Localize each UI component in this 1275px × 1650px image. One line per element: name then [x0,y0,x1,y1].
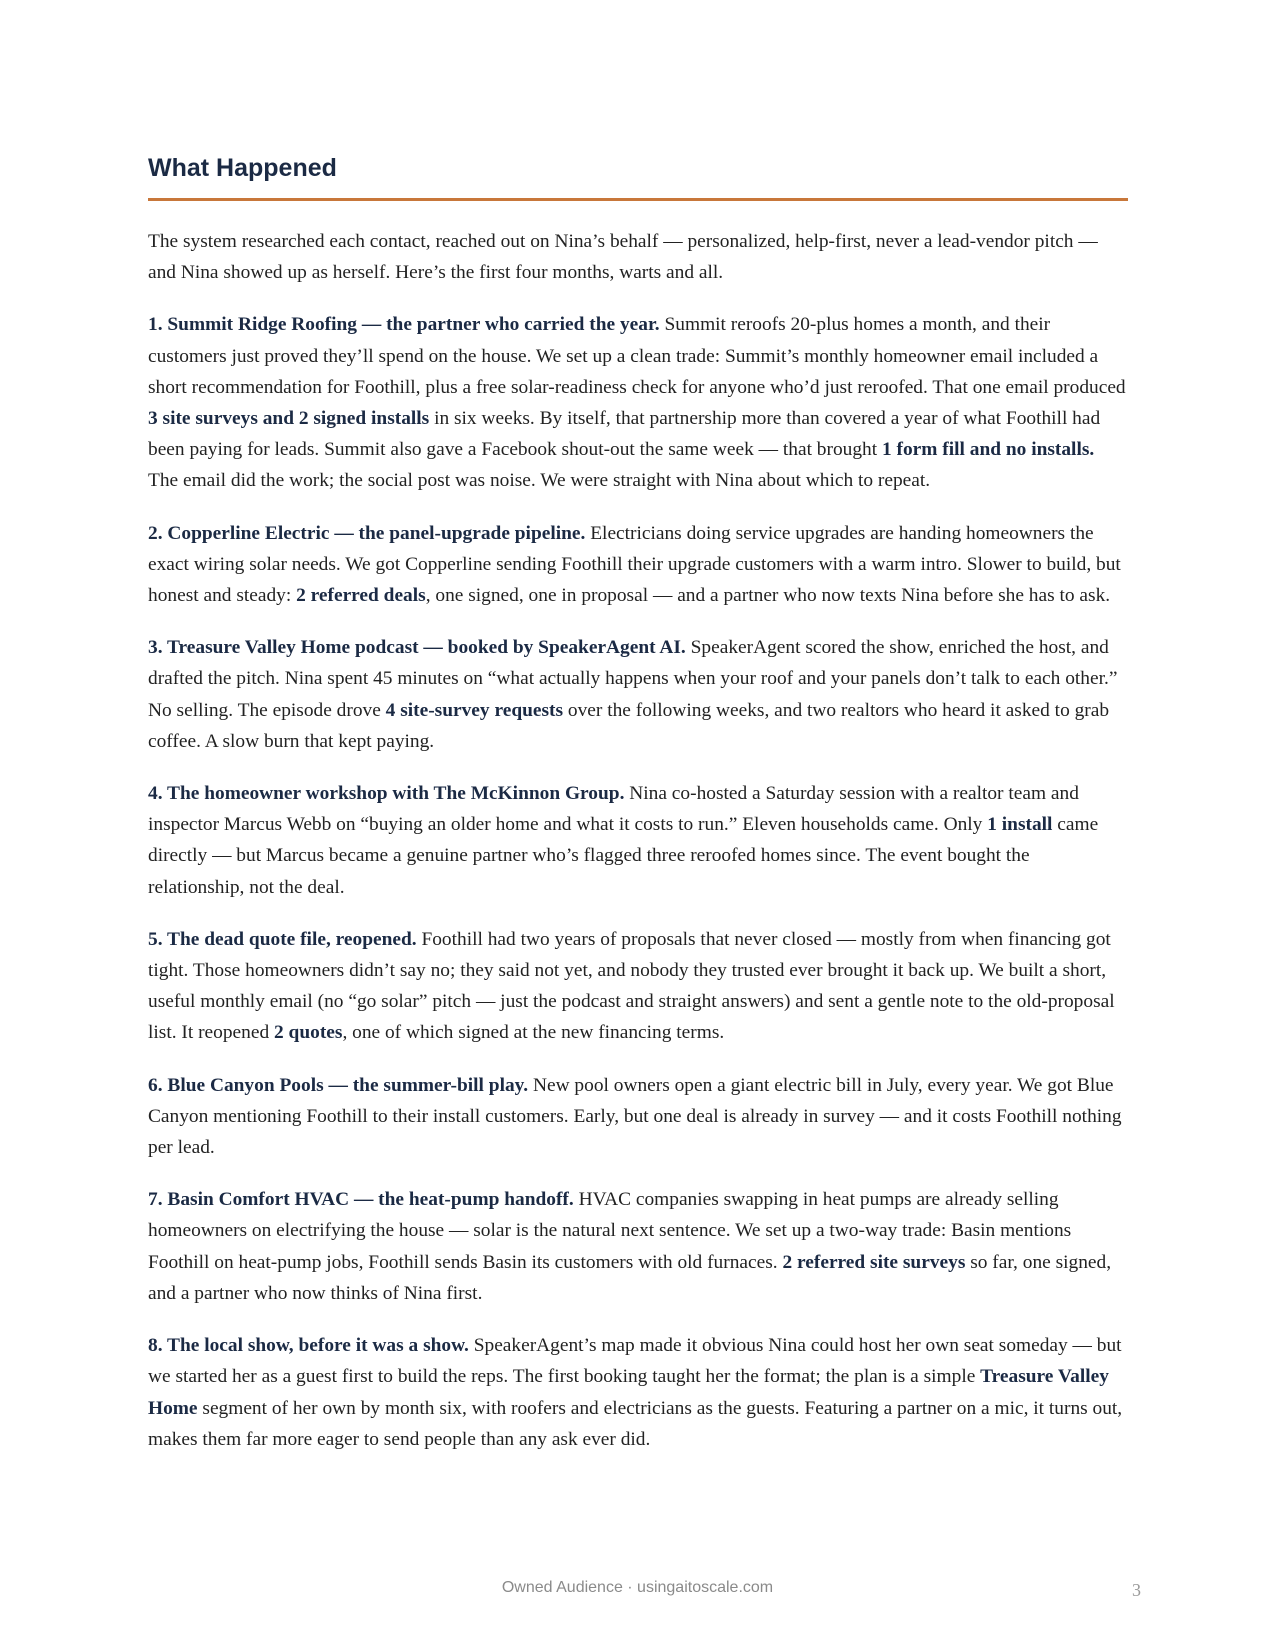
item-5-text-1: Foothill had two years of proposals that never closed — mostly from when financing got tight. Those homeowners didn’t say no; they said not yet, and nobody they trusted ever brought it back up. We built a short, useful monthly email (no “go solar” pitch — just the podcast and straight answers) and sent a gentle note to the old-proposal list. It reopened [148,928,1115,1044]
item-8-text-2: segment of her own by month six, with roofers and electricians as the guests. Featuring a partner on a mic, it turns out, makes them far more eager to send people than any ask ever did. [148,1397,1123,1450]
item-3-highlight-1: 4 site-survey requests [385,699,564,721]
item-1-text-3: The email did the work; the social post was noise. We were straight with Nina about which to repeat. [148,470,931,492]
item-1-text-1: Summit reroofs 20-plus homes a month, and their customers just proved they’ll spend on the house. We set up a clean trade: Summit’s monthly homeowner email included a short recommendation for Foothill, plus a free solar-readiness check for anyone who’d just reroofed. That one email produced [148,314,1126,398]
item-3-text-2: over the following weeks, and two realtors who heard it asked to grab coffee. A slow burn that kept paying. [148,699,1110,752]
page-number: 3 [1132,1580,1141,1600]
document-page [148,150,1128,1476]
item-2-lead: 2. Copperline Electric — the panel-upgrade pipeline. [148,522,586,544]
item-6-text-1: New pool owners open a giant electric bill in July, every year. We got Blue Canyon mentioning Foothill to their install customers. Early, but one deal is already in survey — and it costs Foothill nothing per lead. [148,1074,1122,1159]
item-1-paragraph [148,309,1128,496]
item-1-lead: 1. Summit Ridge Roofing — the partner who carried the year. [148,314,660,336]
item-4-text-2: came directly — but Marcus became a genuine partner who’s flagged three reroofed homes since. The event bought the relationship, not the deal. [148,814,1099,898]
item-3-paragraph [148,632,1128,757]
item-2-paragraph [148,518,1128,612]
item-2-text-2: , one signed, one in proposal — and a partner who now texts Nina before she has to ask. [425,585,1111,607]
item-3-lead: 3. Treasure Valley Home podcast — booked by SpeakerAgent AI. [148,637,686,659]
item-5-paragraph [148,924,1128,1049]
page-footer: Owned Audience · usingaitoscale.com [501,1579,774,1596]
item-4-paragraph [148,778,1128,903]
item-3-text-1: SpeakerAgent scored the show, enriched the host, and drafted the pitch. Nina spent 45 minutes on “what actually happens when your roof and your panels don’t talk to each other.” No selling. The episode drove [148,637,1118,721]
item-7-highlight-1: 2 referred site surveys [782,1251,966,1273]
item-6-lead: 6. Blue Canyon Pools — the summer-bill play. [148,1074,529,1096]
item-2-text-1: Electricians doing service upgrades are handing homeowners the exact wiring solar needs. We got Copperline sending Foothill their upgrade customers with a warm intro. Slower to build, but honest and steady: [148,522,1121,607]
heading-divider [148,198,1128,201]
item-7-text-2: so far, one signed, and a partner who now thinks of Nina first. [148,1251,1112,1304]
item-8-lead: 8. The local show, before it was a show. [148,1335,469,1357]
item-1-highlight-1: 3 site surveys and 2 signed installs [148,408,430,430]
item-5-lead: 5. The dead quote file, reopened. [148,928,417,950]
item-7-lead: 7. Basin Comfort HVAC — the heat-pump handoff. [148,1189,574,1211]
item-1-text-2: in six weeks. By itself, that partnership more than covered a year of what Foothill had been paying for leads. Summit also gave a Facebook shout-out the same week — that brought [148,408,1101,461]
item-6-paragraph [148,1070,1128,1164]
item-4-highlight-1: 1 install [987,814,1053,836]
item-7-text-1: HVAC companies swapping in heat pumps are already selling homeowners on electrifying the house — solar is the natural next sentence. We set up a two-way trade: Basin mentions Foothill on heat-pump jobs, Foothill sends Basin its customers with old furnaces. [148,1189,1072,1273]
item-7-paragraph [148,1184,1128,1309]
item-8-highlight-1: Treasure Valley Home [148,1366,1109,1419]
item-2-highlight-1: 2 referred deals [296,585,426,607]
item-8-text-1: SpeakerAgent’s map made it obvious Nina could host her own seat someday — but we started her as a guest first to build the reps. The first booking taught her the format; the plan is a simple [148,1335,1122,1388]
item-4-text-1: Nina co-hosted a Saturday session with a realtor team and inspector Marcus Webb on “buying an older home and what it costs to run.” Eleven households came. Only [148,783,1079,836]
item-1-highlight-2: 1 form fill and no installs. [881,439,1095,461]
item-5-highlight-1: 2 quotes [274,1022,343,1044]
intro-paragraph: The system researched each contact, reached out on Nina’s behalf — personalized, help-first, never a lead-vendor pitch — and Nina showed up as herself. Here’s the first four months, warts and all. [148,231,1098,284]
section-heading: What Happened [148,154,337,182]
item-4-lead: 4. The homeowner workshop with The McKinnon Group. [148,783,625,805]
item-5-text-2: , one of which signed at the new financing terms. [342,1022,725,1044]
item-8-paragraph [148,1330,1128,1455]
